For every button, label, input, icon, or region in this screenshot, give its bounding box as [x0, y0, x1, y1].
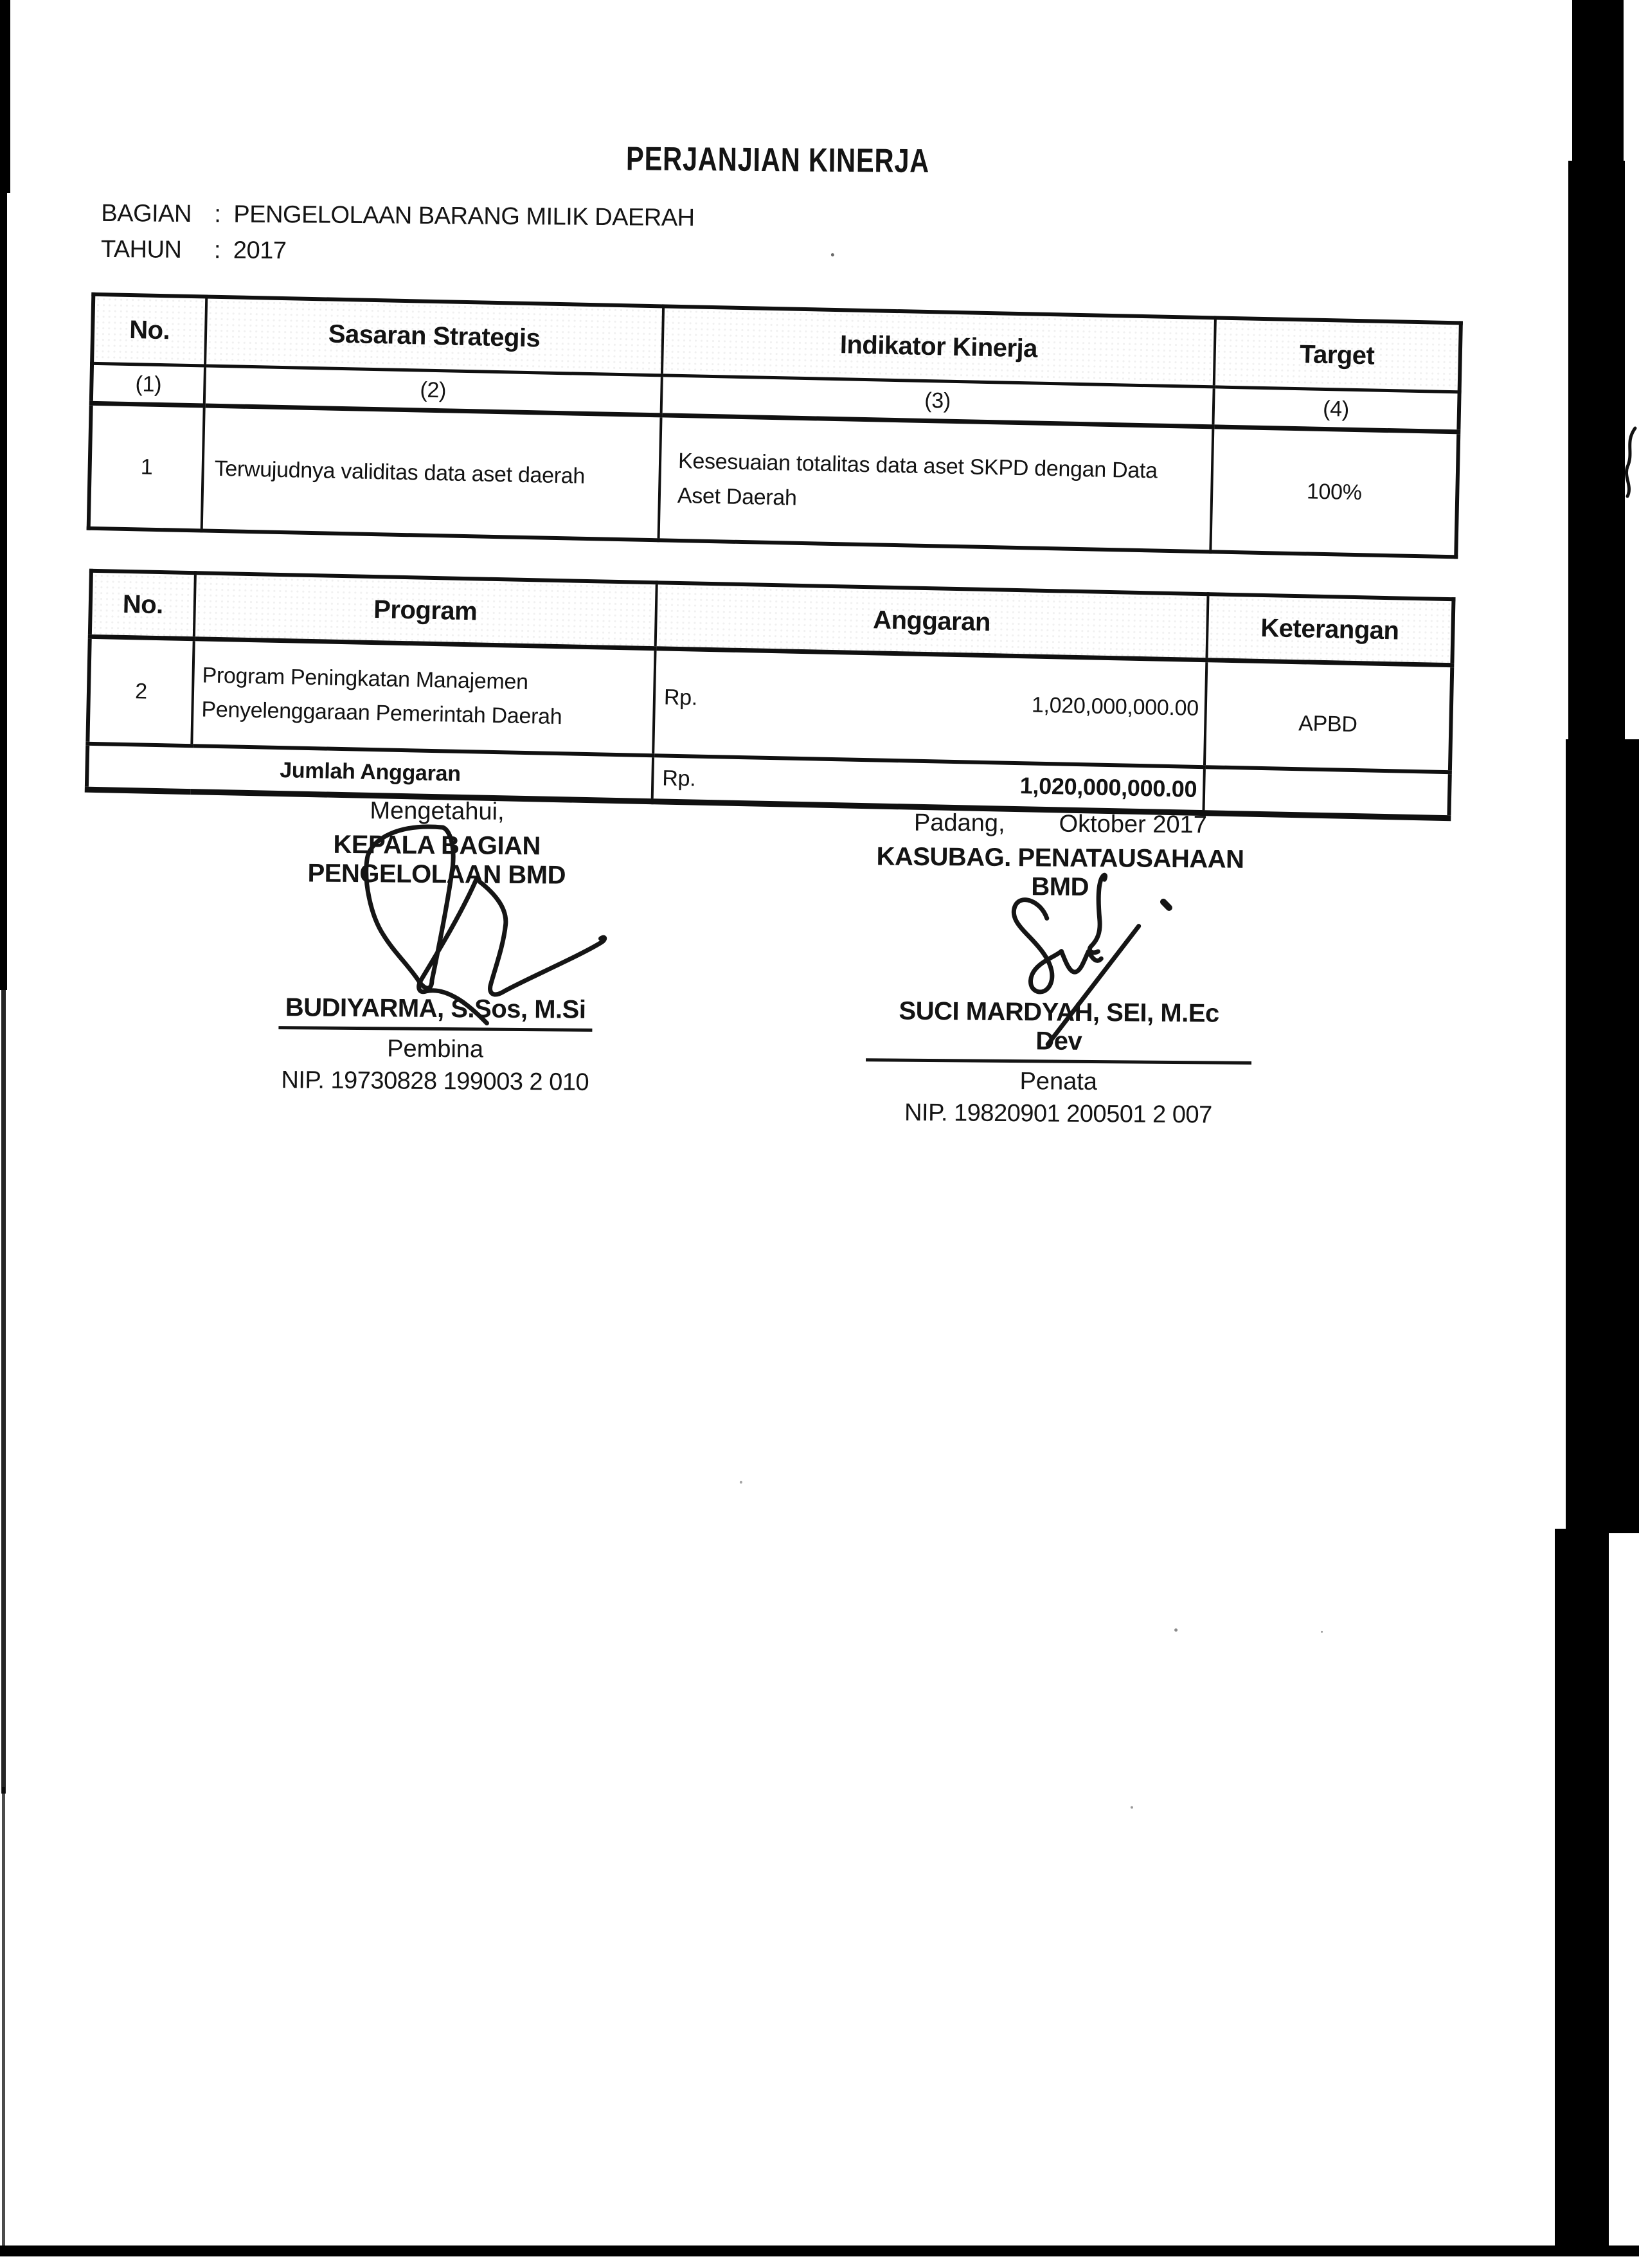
meta-value-bagian: PENGELOLAAN BARANG MILIK DAERAH — [233, 201, 695, 232]
anggaran-amount-line — [656, 685, 1204, 732]
scan-artifact-left-edge — [1, 984, 6, 1794]
signature-block-left — [242, 797, 631, 1097]
meta-row-tahun — [101, 236, 695, 276]
signature-place: Padang, — [913, 809, 1005, 837]
scan-artifact-right-edge — [1555, 1529, 1609, 2246]
document-meta — [101, 200, 695, 276]
meta-row-bagian — [101, 200, 695, 240]
scan-speckle — [1321, 1631, 1323, 1633]
header-no: No. — [90, 571, 195, 639]
column-number-2: (2) — [204, 366, 662, 415]
performance-table — [87, 292, 1463, 559]
signature-block-right — [865, 809, 1253, 1130]
cell-total-keterangan-empty — [1203, 767, 1449, 818]
cell-program: Program Peningkatan Manajemen Penyelenggaraan Pemerintah Daerah — [192, 639, 655, 756]
budget-table — [85, 569, 1456, 821]
meta-separator: : — [214, 201, 221, 228]
signature-place-date — [868, 809, 1253, 845]
document-title: PERJANJIAN KINERJA — [625, 140, 930, 181]
currency-label: Rp. — [661, 765, 696, 791]
signatory-name-left: BUDIYARMA, S.Sos, M.Si — [279, 993, 593, 1032]
amount-value: 1,020,000,000.00 — [1031, 692, 1199, 721]
cell-sasaran: Terwujudnya validitas data aset daerah — [202, 406, 661, 540]
cell-anggaran — [653, 649, 1206, 767]
column-number-3: (3) — [661, 375, 1214, 427]
signature-intro: Mengetahui, — [370, 797, 505, 825]
signatory-name-right: SUCI MARDYAH, SEI, M.Ec Dev — [866, 996, 1252, 1065]
scan-artifact-left-edge — [0, 0, 10, 193]
cell-row-number: 1 — [89, 403, 204, 530]
scan-speckle — [1131, 1806, 1133, 1809]
signature-role-left: KEPALA BAGIAN PENGELOLAAN BMD — [307, 830, 566, 890]
signatory-rank-right: Penata — [1019, 1068, 1098, 1096]
scan-artifact-left-edge — [0, 180, 7, 990]
scan-speckle — [740, 1481, 742, 1484]
cell-row-number: 2 — [87, 636, 193, 746]
header-keterangan: Keterangan — [1206, 594, 1453, 665]
meta-label-bagian: BAGIAN — [101, 199, 192, 228]
scan-artifact-bottom-edge — [0, 2246, 1639, 2256]
scan-artifact-right-edge — [1568, 161, 1625, 746]
signatory-nip-right: NIP. 19820901 200501 2 007 — [904, 1099, 1212, 1129]
total-amount-line — [654, 764, 1203, 803]
cell-indikator: Kesesuaian totalitas data aset SKPD dengan Data Aset Daerah — [659, 415, 1214, 552]
meta-separator: : — [213, 237, 221, 264]
signatory-rank-left: Pembina — [386, 1035, 484, 1063]
header-program: Program — [194, 573, 657, 649]
column-number-4: (4) — [1213, 387, 1459, 432]
cell-target: 100% — [1210, 427, 1458, 557]
signature-date: Oktober 2017 — [1059, 810, 1208, 839]
currency-label: Rp. — [663, 685, 698, 710]
header-indikator-kinerja: Indikator Kinerja — [662, 306, 1215, 386]
ink-squiggle-right-edge — [1622, 424, 1638, 501]
meta-value-tahun: 2017 — [233, 237, 287, 265]
header-no: No. — [92, 294, 206, 366]
header-sasaran-strategis: Sasaran Strategis — [205, 297, 663, 375]
scan-artifact-right-edge — [1566, 739, 1639, 1533]
header-target: Target — [1214, 318, 1461, 392]
scan-speckle — [831, 253, 834, 256]
scan-speckle — [1174, 1628, 1178, 1632]
scan-artifact-right-edge — [1572, 0, 1624, 167]
header-anggaran: Anggaran — [656, 582, 1208, 660]
column-number-1: (1) — [91, 363, 205, 406]
meta-label-tahun: TAHUN — [100, 235, 182, 264]
cell-keterangan — [1205, 660, 1452, 772]
total-amount-value: 1,020,000,000.00 — [1019, 772, 1197, 802]
signature-role-right: KASUBAG. PENATAUSAHAAN BMD — [876, 842, 1244, 901]
document-title-row — [0, 135, 1555, 186]
keterangan-value: APBD — [1298, 710, 1357, 737]
signatory-nip-left: NIP. 19730828 199003 2 010 — [281, 1066, 589, 1096]
total-label: Jumlah Anggaran — [87, 744, 653, 802]
scan-artifact-left-edge — [2, 1787, 5, 2246]
